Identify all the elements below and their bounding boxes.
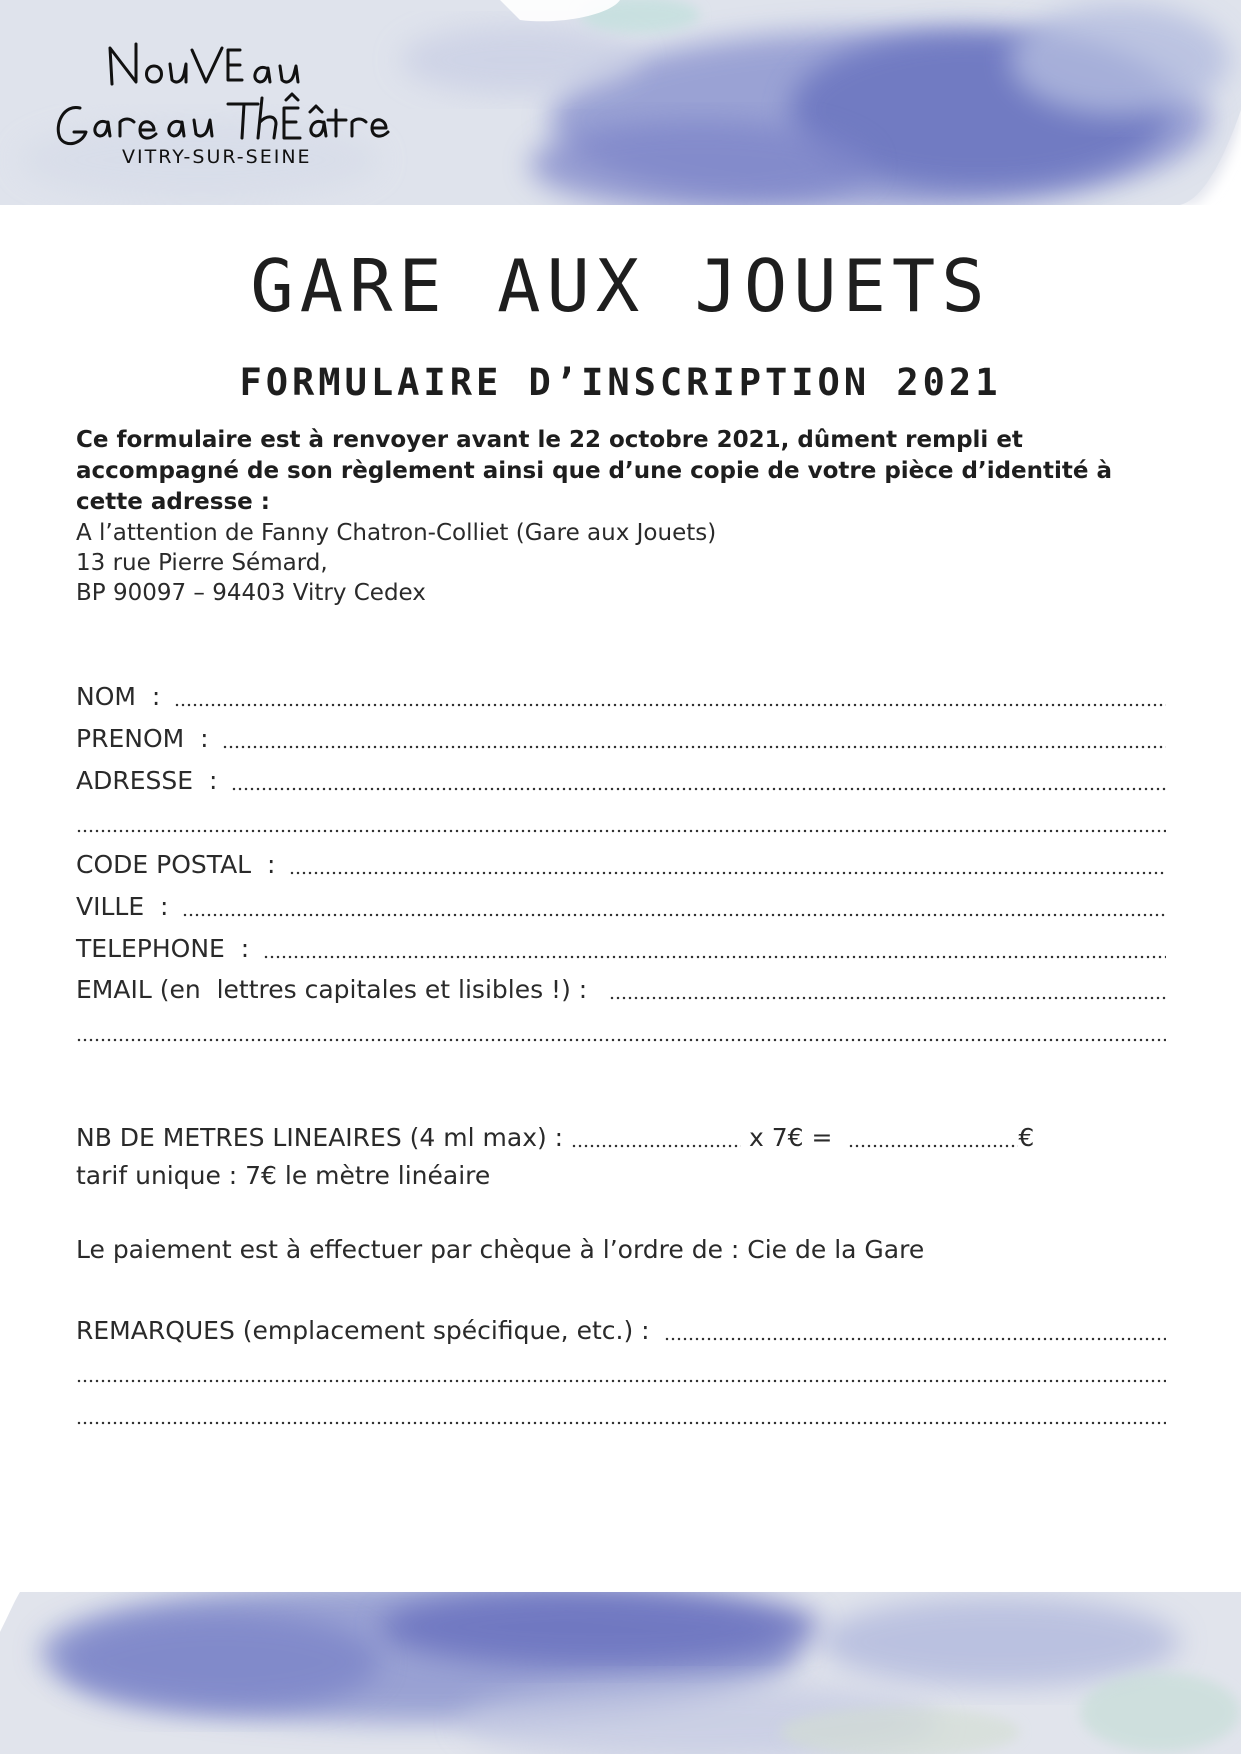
nom-label: NOM : [76, 682, 169, 711]
email-continuation-field [76, 1015, 1166, 1049]
remarques-continuation-field [76, 1356, 1166, 1390]
total-input[interactable] [848, 1129, 1018, 1149]
currency-symbol: € [1018, 1123, 1035, 1152]
code-postal-field [76, 848, 1166, 882]
prenom-label: PRENOM : [76, 724, 217, 753]
metres-lineaires-row [76, 1121, 1136, 1155]
prenom-field [76, 722, 1166, 756]
remarques-label: REMARQUES (emplacement spécifique, etc.) : [76, 1316, 658, 1345]
nom-field [76, 680, 1166, 714]
adresse-input-line-2[interactable] [76, 814, 1166, 834]
nom-input[interactable] [174, 688, 1166, 708]
adresse-field [76, 764, 1166, 798]
mailing-address [76, 518, 1076, 608]
page-title: GARE AUX JOUETS [250, 244, 991, 328]
remarques-continuation-field [76, 1398, 1166, 1432]
email-input[interactable] [609, 981, 1166, 1001]
multiplier-text: x 7€ = [741, 1123, 849, 1152]
address-line: BP 90097 – 94403 Vitry Cedex [76, 580, 426, 606]
adresse-continuation-field [76, 806, 1166, 840]
payment-note: Le paiement est à effectuer par chèque à l’ordre de : Cie de la Gare [76, 1235, 925, 1264]
footer-watercolor-band [0, 1592, 1241, 1754]
telephone-label: TELEPHONE : [76, 934, 258, 963]
logo-subtitle: VITRY-SUR-SEINE [122, 146, 312, 168]
ville-input[interactable] [182, 898, 1166, 918]
metres-label: NB DE METRES LINEAIRES (4 ml max) : [76, 1123, 572, 1152]
adresse-input[interactable] [231, 772, 1166, 792]
email-input-line-2[interactable] [76, 1023, 1166, 1043]
telephone-input[interactable] [263, 940, 1166, 960]
theatre-logo [44, 34, 444, 174]
remarques-input[interactable] [664, 1322, 1166, 1342]
telephone-field [76, 932, 1166, 966]
remarques-input-line-2[interactable] [76, 1364, 1166, 1384]
remarques-field [76, 1314, 1166, 1348]
form-subtitle: FORMULAIRE D’INSCRIPTION 2021 [239, 361, 1002, 404]
email-field [76, 973, 1166, 1007]
address-line: A l’attention de Fanny Chatron-Colliet (Gare aux Jouets) [76, 520, 717, 546]
code-postal-label: CODE POSTAL : [76, 850, 284, 879]
address-line: 13 rue Pierre Sémard, [76, 550, 328, 576]
tarif-note: tarif unique : 7€ le mètre linéaire [76, 1161, 491, 1190]
remarques-input-line-3[interactable] [76, 1406, 1166, 1426]
ville-label: VILLE : [76, 892, 177, 921]
intro-instructions: Ce formulaire est à renvoyer avant le 22 octobre 2021, dûment rempli et accompagné de son règlement ainsi que d’une copie de votre pièce d’identité à cette adresse : [76, 427, 1113, 515]
code-postal-input[interactable] [289, 856, 1166, 876]
metres-input[interactable] [571, 1129, 741, 1149]
ville-field [76, 890, 1166, 924]
adresse-label: ADRESSE : [76, 766, 226, 795]
email-label: EMAIL (en lettres capitales et lisibles !) : [76, 975, 604, 1004]
prenom-input[interactable] [222, 730, 1166, 750]
